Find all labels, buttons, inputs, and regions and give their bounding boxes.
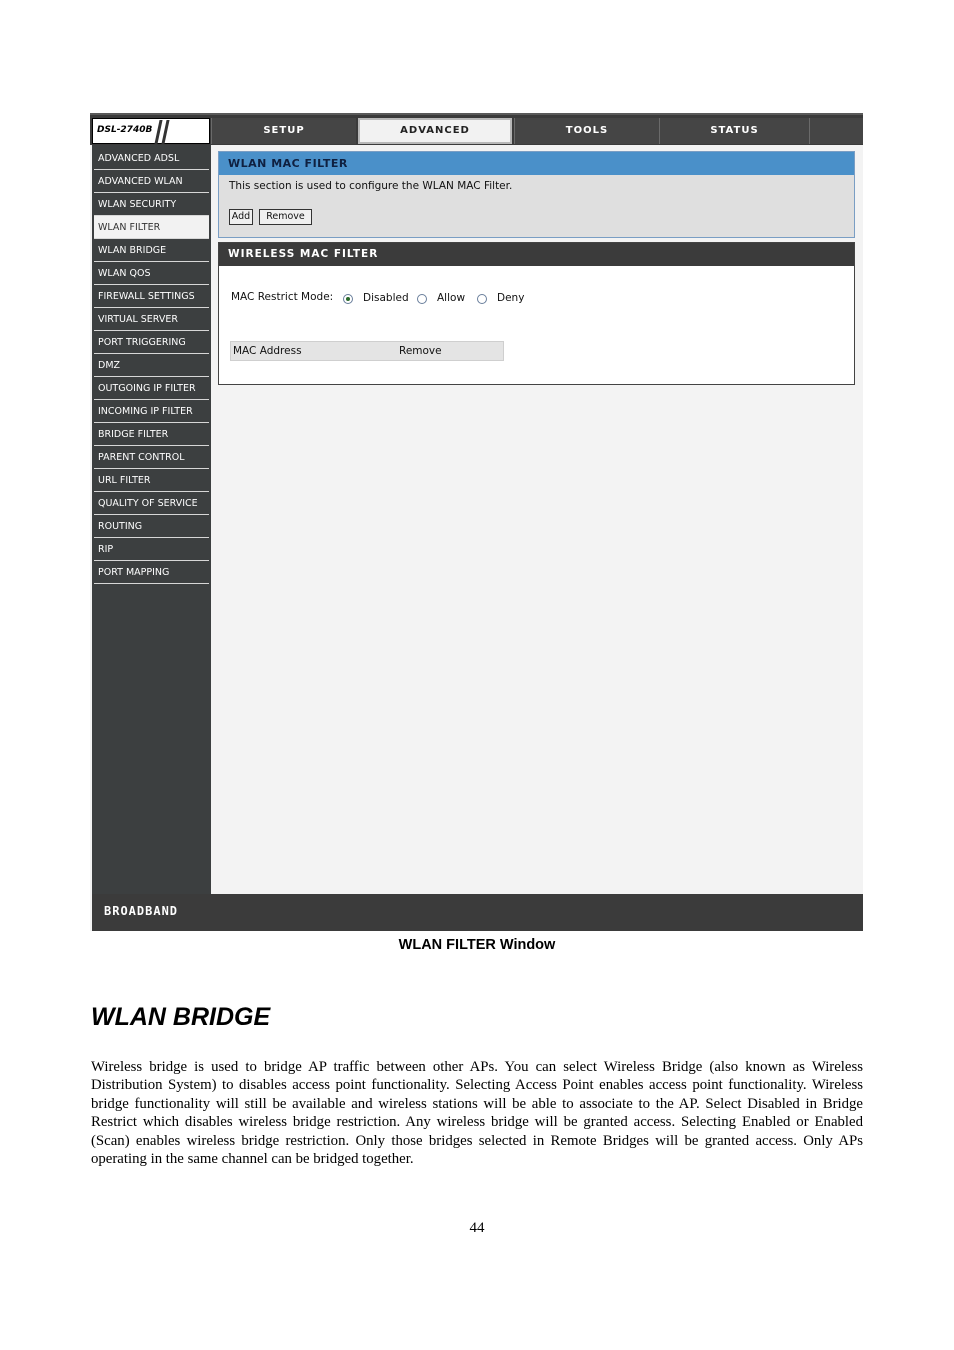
wlan-mac-filter-panel <box>218 151 855 238</box>
model-name: DSL-2740B <box>97 125 153 135</box>
mac-restrict-mode-label: MAC Restrict Mode: <box>231 291 334 303</box>
mac-address-table <box>230 341 504 361</box>
sidebar-item-url-filter[interactable]: URL FILTER <box>94 469 209 492</box>
radio-deny[interactable] <box>477 294 487 304</box>
tab-advanced[interactable]: ADVANCED <box>358 118 512 144</box>
section-heading: WLAN BRIDGE <box>91 1003 271 1031</box>
radio-allow-label: Allow <box>437 292 466 304</box>
logo-slash-icon <box>161 120 169 144</box>
sidebar-item-outgoing-ip-filter[interactable]: OUTGOING IP FILTER <box>94 377 209 400</box>
panel-description: This section is used to configure the WLAN MAC Filter. <box>229 180 513 192</box>
radio-deny-label: Deny <box>497 292 525 304</box>
tab-blank <box>809 118 863 144</box>
radio-disabled[interactable] <box>343 294 353 304</box>
main-content <box>218 151 855 357</box>
sidebar-item-virtual-server[interactable]: VIRTUAL SERVER <box>94 308 209 331</box>
panel-title: WIRELESS MAC FILTER <box>219 243 854 266</box>
panel-title: WLAN MAC FILTER <box>219 152 854 175</box>
page-number: 44 <box>469 1220 485 1236</box>
footer-brand: BROADBAND <box>104 904 179 918</box>
sidebar-item-advanced-adsl[interactable]: ADVANCED ADSL <box>94 147 209 170</box>
figure-caption: WLAN FILTER Window <box>398 937 556 953</box>
top-navigation <box>90 113 863 145</box>
table-header-remove: Remove <box>399 345 442 357</box>
tab-setup[interactable]: SETUP <box>211 118 356 144</box>
sidebar-item-incoming-ip-filter[interactable]: INCOMING IP FILTER <box>94 400 209 423</box>
radio-disabled-label: Disabled <box>363 292 409 304</box>
sidebar-item-rip[interactable]: RIP <box>94 538 209 561</box>
sidebar-item-bridge-filter[interactable]: BRIDGE FILTER <box>94 423 209 446</box>
sidebar-item-dmz[interactable]: DMZ <box>94 354 209 377</box>
sidebar-item-port-mapping[interactable]: PORT MAPPING <box>94 561 209 584</box>
tab-tools[interactable]: TOOLS <box>514 118 659 144</box>
body-paragraph: Wireless bridge is used to bridge AP traffic between other APs. You can select Wireless Bridge (also known as Wireless Distribution System) to disables access point functionality. Selecting Access Point enables access point functionality. Wireless bridge functionality will still be available and wireless stations will be able to associate to the AP. Select Disabled in Bridge Restrict which disables wireless bridge restriction. Any wireless bridge will be granted access. Selecting Enabled or Enabled (Scan) enables wireless bridge restriction. Only those bridges selected in Remote Bridges will be granted access. Only APs operating in the same channel can be bridged together. <box>91 1059 863 1168</box>
wireless-mac-filter-panel <box>218 242 855 385</box>
sidebar-item-advanced-wlan[interactable]: ADVANCED WLAN <box>94 170 209 193</box>
sidebar-item-wlan-filter[interactable]: WLAN FILTER <box>94 216 209 239</box>
add-button[interactable]: Add <box>229 209 253 225</box>
sidebar-item-wlan-security[interactable]: WLAN SECURITY <box>94 193 209 216</box>
sidebar-item-routing[interactable]: ROUTING <box>94 515 209 538</box>
sidebar-item-wlan-qos[interactable]: WLAN QOS <box>94 262 209 285</box>
radio-allow[interactable] <box>417 294 427 304</box>
footer-bar <box>92 894 863 931</box>
tab-status[interactable]: STATUS <box>659 118 809 144</box>
sidebar-item-port-triggering[interactable]: PORT TRIGGERING <box>94 331 209 354</box>
sidebar-item-quality-of-service[interactable]: QUALITY OF SERVICE <box>94 492 209 515</box>
router-screenshot <box>90 113 863 931</box>
sidebar-menu <box>92 145 211 894</box>
sidebar-item-wlan-bridge[interactable]: WLAN BRIDGE <box>94 239 209 262</box>
remove-button[interactable]: Remove <box>259 209 312 225</box>
model-logo <box>92 118 210 144</box>
sidebar-item-firewall-settings[interactable]: FIREWALL SETTINGS <box>94 285 209 308</box>
sidebar-item-parent-control[interactable]: PARENT CONTROL <box>94 446 209 469</box>
table-header-mac-address: MAC Address <box>233 345 302 357</box>
